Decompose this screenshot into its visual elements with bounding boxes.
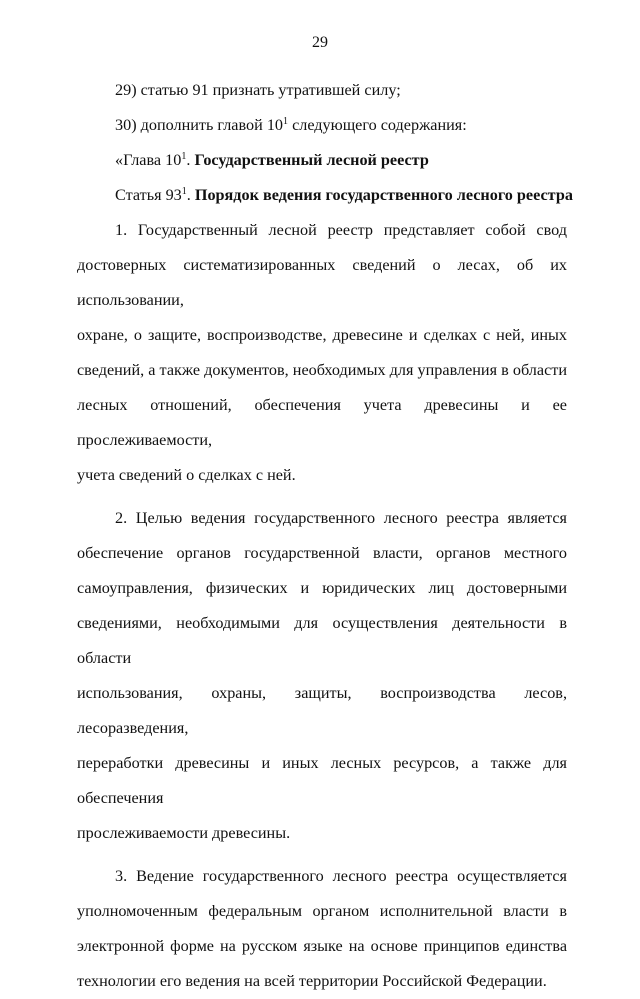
chapter-dot: .: [186, 151, 195, 169]
paragraph-2: [77, 501, 567, 851]
paragraph-line: охране, о защите, воспроизводстве, древесине и сделках с ней, иных: [77, 326, 567, 344]
paragraph-line: сведений, а также документов, необходимых для управления в области: [77, 361, 567, 379]
document-body: [77, 73, 573, 999]
paragraph-line: электронной форме на русском языке на основе принципов единства: [77, 937, 567, 955]
paragraph-line: 2. Целью ведения государственного лесного реестра является: [115, 509, 567, 527]
paragraph-line: лесных отношений, обеспечения учета древесины и ее прослеживаемости,: [77, 396, 567, 449]
paragraph-line: 1. Государственный лесной реестр представляет собой свод: [115, 221, 567, 239]
paragraph-line: обеспечение органов государственной власти, органов местного: [77, 544, 567, 562]
chapter-superscript: 1: [181, 151, 187, 162]
item-29: [77, 73, 567, 108]
item-30-text-after: следующего содержания:: [288, 116, 467, 134]
paragraph-spacer: [77, 851, 567, 859]
paragraph-line: прослеживаемости древесины.: [77, 824, 291, 842]
paragraph-spacer: [77, 493, 567, 501]
paragraph-3: [77, 859, 567, 999]
paragraph-line: использования, охраны, защиты, воспроизводства лесов, лесоразведения,: [77, 684, 567, 737]
article-heading: [77, 178, 573, 213]
item-29-text: 29) статью 91 признать утратившей силу;: [115, 81, 401, 99]
item-30-superscript: 1: [283, 116, 289, 127]
article-superscript: 1: [181, 186, 187, 197]
chapter-prefix: «Глава 10: [115, 151, 182, 169]
chapter-heading: [77, 143, 567, 178]
chapter-title: Государственный лесной реестр: [194, 151, 429, 169]
page-number: 29: [312, 34, 328, 51]
article-title: Порядок ведения государственного лесного реестра: [194, 186, 573, 204]
paragraph-line: уполномоченным федеральным органом исполнительной власти в: [77, 902, 567, 920]
paragraph-line: сведениями, необходимыми для осуществления деятельности в области: [77, 614, 567, 667]
paragraph-line: достоверных систематизированных сведений о лесах, об их использовании,: [77, 256, 567, 309]
paragraph-1: [77, 213, 567, 493]
article-dot: .: [186, 186, 195, 204]
paragraph-line: самоуправления, физических и юридических лиц достоверными: [77, 579, 567, 597]
paragraph-line: технологии его ведения на всей территории Российской Федерации.: [77, 972, 547, 990]
item-30-text-before: 30) дополнить главой 10: [115, 116, 284, 134]
article-prefix: Статья 93: [115, 186, 182, 204]
paragraph-line: 3. Ведение государственного лесного реестра осуществляется: [115, 867, 567, 885]
item-30: [77, 108, 567, 143]
paragraph-line: переработки древесины и иных лесных ресурсов, а также для обеспечения: [77, 754, 567, 807]
paragraph-line: учета сведений о сделках с ней.: [77, 466, 296, 484]
